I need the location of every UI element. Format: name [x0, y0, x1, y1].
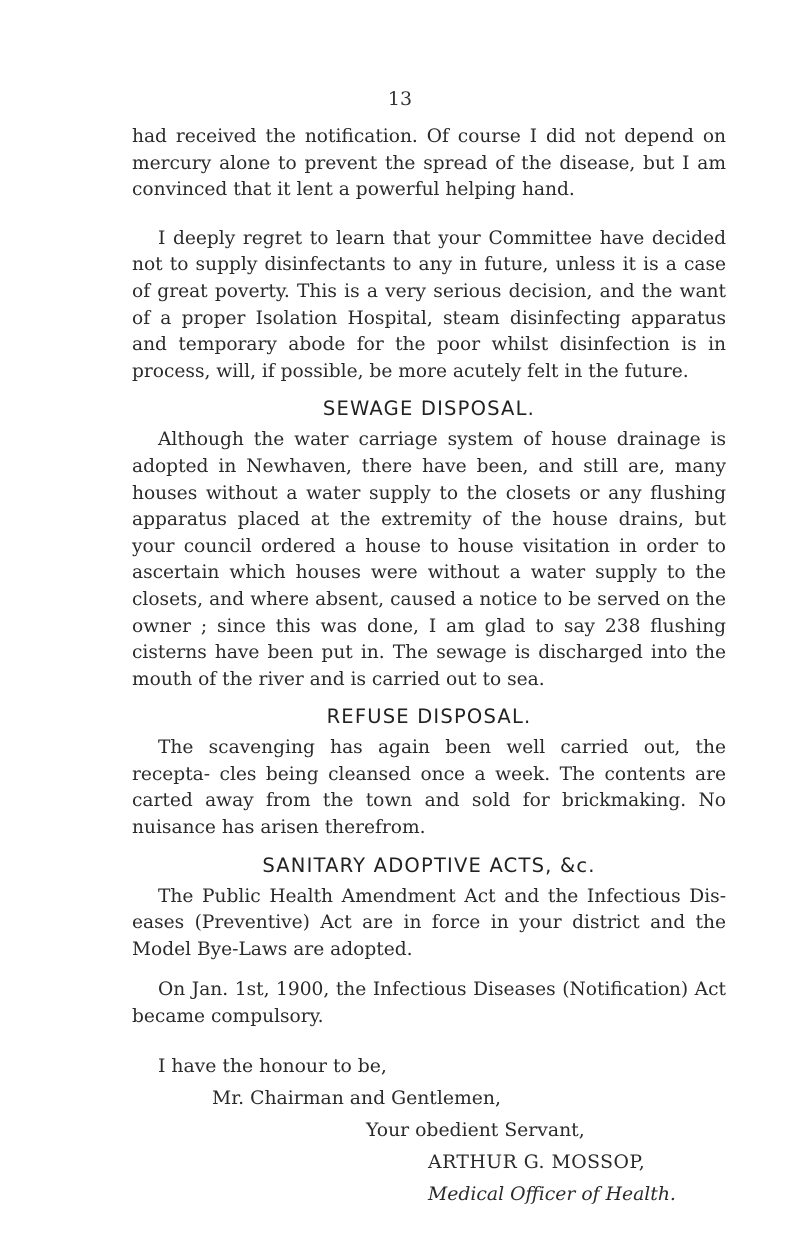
- heading-sewage-disposal: SEWAGE DISPOSAL.: [322, 397, 536, 421]
- paragraph-acts: The Public Health Amendment Act and the Infectious Dis- eases (Preventive) Act are in force in your district and the Model Bye-Laws are adopted.: [132, 885, 726, 960]
- signatory-name: ARTHUR G. MOSSOP,: [428, 1151, 646, 1173]
- closing-honour: I have the honour to be,: [158, 1055, 387, 1077]
- paragraph-notification-act: On Jan. 1st, 1900, the Infectious Diseases (Notification) Act became compulsory.: [132, 979, 726, 1028]
- signatory-title: Medical Officer of Health.: [428, 1183, 676, 1205]
- paragraph-continuation: had received the notification. Of course I did not depend on mercury alone to prevent the spread of the disease, but I am convinced that it lent a powerful helping hand.: [132, 126, 726, 201]
- closing-signature-block: [132, 1051, 726, 1211]
- paragraph-disinfectants: I deeply regret to learn that your Committee have decided not to supply disinfectants to any in future, unless it is a case of great poverty. This is a very serious decision, and the want of a proper Isolation Hospital, steam disinfecting apparatus and temporary abode for the poor whilst disinfection is in process, will, if possible, be more acutely felt in the future.: [132, 227, 726, 382]
- closing-salutation: Mr. Chairman and Gentlemen,: [212, 1087, 501, 1109]
- paragraph-refuse: The scavenging has again been well carried out, the recepta- cles being cleansed once a week. The contents are carted away from the town and sold for brickmaking. No nuisance has arisen therefrom.: [132, 737, 726, 839]
- heading-refuse-disposal: REFUSE DISPOSAL.: [326, 705, 532, 729]
- heading-sanitary-adoptive-acts: SANITARY ADOPTIVE ACTS, &c.: [262, 853, 596, 877]
- page-body: [132, 124, 726, 1211]
- closing-servant: Your obedient Servant,: [366, 1119, 585, 1141]
- paragraph-sewage: Although the water carriage system of house drainage is adopted in Newhaven, there have been, and still are, many houses without a water supply to the closets or any flushing apparatus placed at the extremity of the house drains, but your council ordered a house to house visitation in order to ascertain which houses were without a water supply to the closets, and where absent, caused a notice to be served on the owner ; since this was done, I am glad to say 238 flushing cisterns have been put in. The sewage is discharged into the mouth of the river and is carried out to sea.: [132, 429, 726, 690]
- page-number: 13: [387, 88, 413, 110]
